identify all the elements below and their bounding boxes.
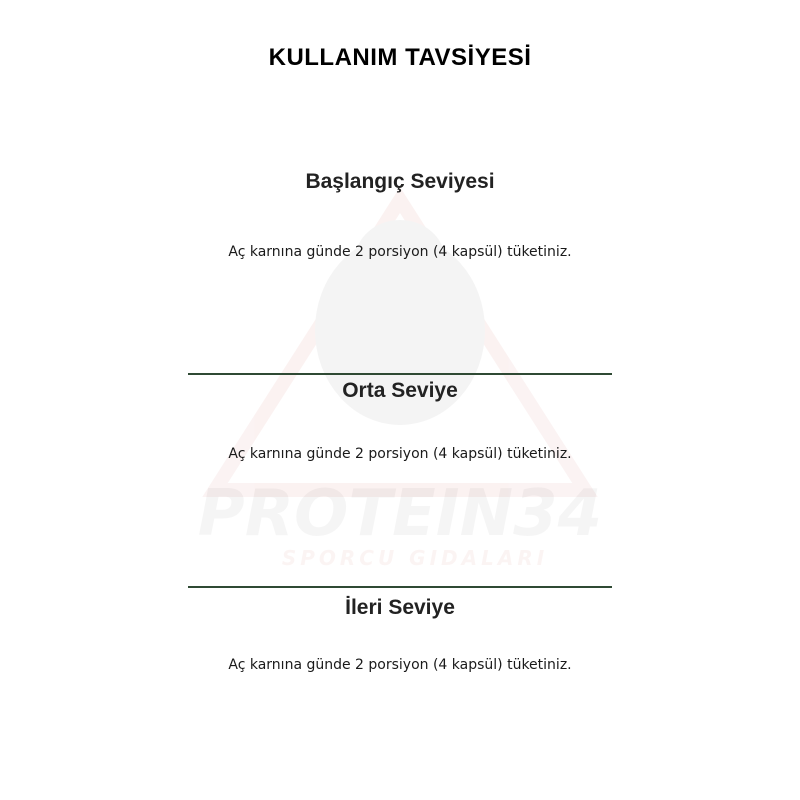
level-title-advanced: İleri Seviye — [345, 596, 455, 619]
level-text-advanced: Aç karnına günde 2 porsiyon (4 kapsül) tüketiniz. — [228, 657, 572, 673]
section-divider — [188, 586, 612, 588]
page-title: KULLANIM TAVSİYESİ — [268, 44, 532, 71]
level-text-intermediate: Aç karnına günde 2 porsiyon (4 kapsül) tüketiniz. — [228, 446, 572, 462]
watermark-tagline: SPORCU GIDALARI — [281, 546, 549, 570]
section-divider — [188, 373, 612, 375]
level-title-intermediate: Orta Seviye — [342, 379, 458, 402]
level-title-beginner: Başlangıç Seviyesi — [305, 170, 495, 193]
level-text-beginner: Aç karnına günde 2 porsiyon (4 kapsül) tüketiniz. — [228, 244, 572, 260]
watermark-brand — [198, 477, 602, 551]
